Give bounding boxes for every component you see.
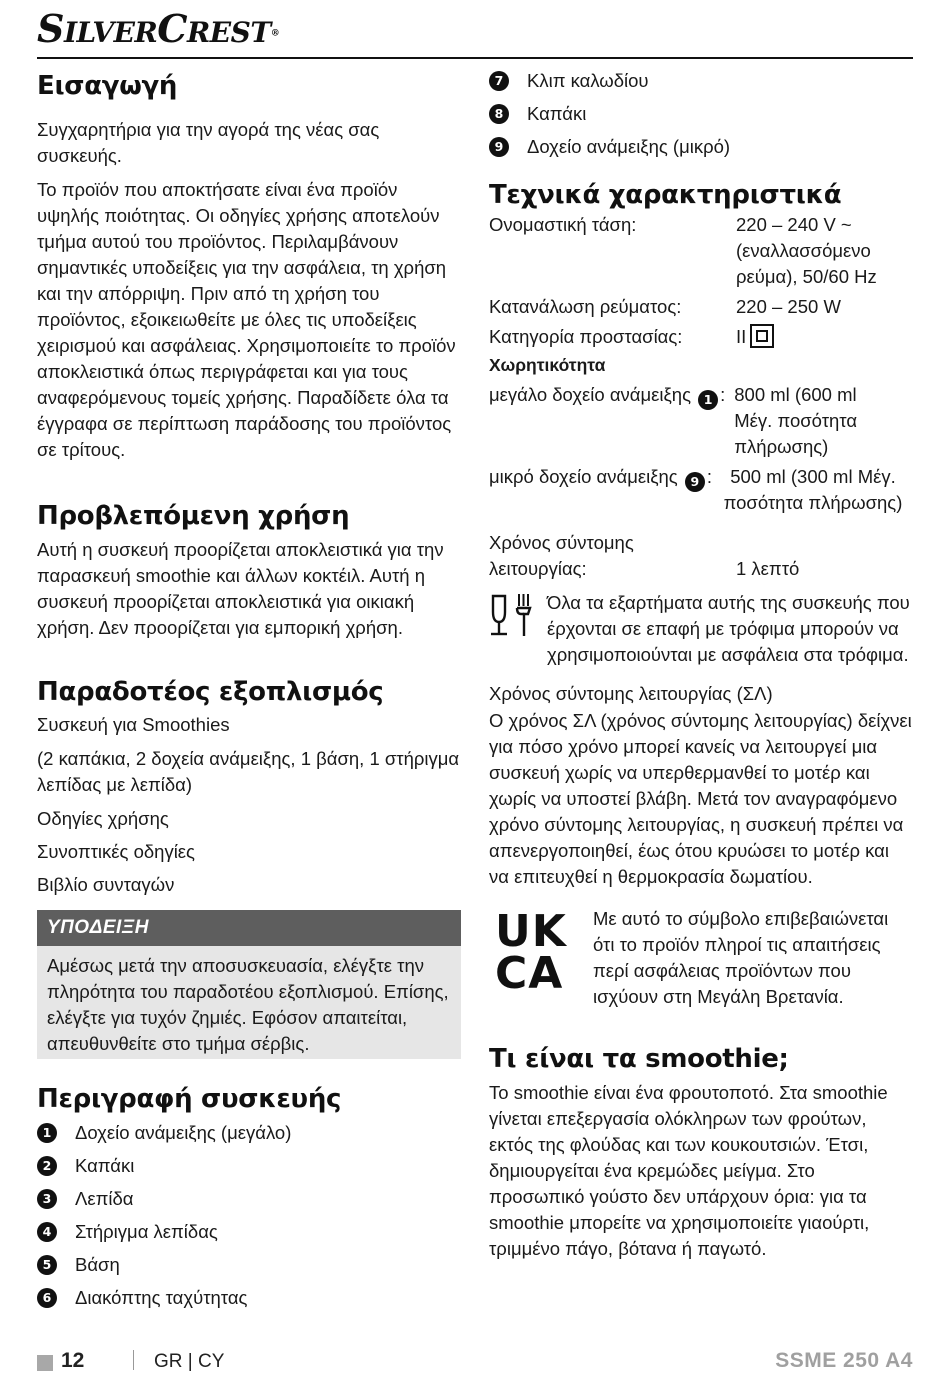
list-item: 3 Λεπίδα bbox=[37, 1186, 461, 1212]
intro-heading: Εισαγωγή bbox=[37, 71, 178, 101]
table-row bbox=[489, 320, 913, 350]
list-item: 1 Δοχείο ανάμειξης (μεγάλο) bbox=[37, 1120, 461, 1146]
hint-box bbox=[37, 910, 461, 1059]
ukca-text: Με αυτό το σύμβολο επιβεβαιώνεται ότι το προϊόν πληροί τις απαιτήσεις περί ασφάλειας προϊόντων που ισχύουν στη Μεγάλη Βρετανία. bbox=[593, 908, 889, 1007]
list-item: 7 Κλιπ καλωδίου bbox=[489, 68, 913, 94]
scope-item: Συνοπτικές οδηγίες bbox=[37, 841, 195, 862]
capacity-heading: Χωρητικότητα bbox=[489, 355, 606, 375]
spec-value: II bbox=[736, 320, 913, 350]
spec-label: Ονομαστική τάση: bbox=[489, 214, 637, 235]
protection-class-icon bbox=[750, 324, 774, 348]
scope-item: Βιβλίο συνταγών bbox=[37, 874, 175, 895]
spec-value: 220 – 250 W bbox=[736, 296, 841, 317]
runtime-subheading: Χρόνος σύντομης λειτουργίας (ΣΛ) bbox=[489, 683, 773, 704]
spec-value: 220 – 240 V ~ (εναλλασσόμενο ρεύμα), 50/60 Hz bbox=[736, 214, 877, 287]
language-codes: GR | CY bbox=[133, 1350, 224, 1373]
scope-item: Οδηγίες χρήσης bbox=[37, 808, 169, 829]
page-number: 12 bbox=[61, 1349, 85, 1372]
parts-heading: Περιγραφή συσκευής bbox=[37, 1084, 342, 1114]
number-badge: 3 bbox=[37, 1189, 57, 1209]
number-badge: 9 bbox=[685, 472, 705, 492]
number-badge: 9 bbox=[489, 137, 509, 157]
list-item: 5 Βάση bbox=[37, 1252, 461, 1278]
page-footer bbox=[37, 1349, 913, 1375]
ukca-mark-icon: UK CA bbox=[495, 906, 567, 999]
runtime-label: Χρόνος σύντομης λειτουργίας: bbox=[489, 532, 634, 579]
ukca-block bbox=[489, 906, 913, 1010]
smoothie-paragraph: Το smoothie είναι ένα φρουτοποτό. Στα smoothie γίνεται επεξεργασία ολόκληρων των φρούτων, εκτός της φλούδας και των κουκουτσιών. Έτσι, δημιουργείται ένα κρεμώδες μείγμα. Στο προσωπικό γούστο δεν υπάρχουν όρια: για τα smoothie μπορείτε να χρησιμοποιείτε γιαούρτι, τριμμένο πάγο, βότανα ή παγωτό. bbox=[489, 1082, 888, 1259]
intro-paragraph-2: Το προϊόν που αποκτήσατε είναι ένα προϊόν υψηλής ποιότητας. Οι οδηγίες χρήσης αποτελούν τμήμα αυτού του προϊόντος. Περιλαμβάνουν σημαντικές υποδείξεις για την ασφάλεια, τη χρήση και την απόρριψη. Πριν από τη χρήση του προϊόντος, εξοικειωθείτε με όλες τις υποδείξεις χειρισμού και ασφάλειας. Χρησιμοποιείτε το προϊόν αποκλειστικά όπως περιγράφεται και για τους αναφερόμενους τομείς χρήσης. Παραδίδετε όλα τα έγγραφα σε περίπτωση παράδοσης του προϊόντος σε τρίτους. bbox=[37, 179, 456, 460]
food-safe-icon bbox=[489, 590, 547, 668]
number-badge: 2 bbox=[37, 1156, 57, 1176]
smoothie-heading: Τι είναι τα smoothie; bbox=[489, 1044, 789, 1074]
number-badge: 7 bbox=[489, 71, 509, 91]
capacity-small: μικρό δοχείο ανάμειξης 9 : 500 ml (300 ml Μέγ. ποσότητα πλήρωσης) bbox=[489, 464, 913, 516]
number-badge: 1 bbox=[37, 1123, 57, 1143]
table-row bbox=[489, 290, 913, 320]
number-badge: 1 bbox=[698, 390, 718, 410]
number-badge: 8 bbox=[489, 104, 509, 124]
food-safe-block bbox=[489, 590, 913, 668]
number-badge: 4 bbox=[37, 1222, 57, 1242]
scope-item: Συσκευή για Smoothies bbox=[37, 714, 230, 735]
right-column bbox=[489, 62, 913, 1262]
model-number: SSME 250 A4 bbox=[775, 1349, 913, 1372]
brand-logo: SILVERCREST® bbox=[37, 6, 280, 51]
scope-heading: Παραδοτέος εξοπλισμός bbox=[37, 677, 384, 707]
list-item: 8 Καπάκι bbox=[489, 101, 913, 127]
list-item: 2 Καπάκι bbox=[37, 1153, 461, 1179]
parts-list-continued bbox=[489, 68, 913, 160]
tech-heading: Τεχνικά χαρακτηριστικά bbox=[489, 180, 842, 210]
capacity-small-value: 500 ml (300 ml Μέγ. ποσότητα πλήρωσης) bbox=[723, 466, 903, 513]
header-rule bbox=[37, 57, 913, 59]
table-row bbox=[489, 212, 913, 290]
page-marker-icon bbox=[37, 1355, 53, 1371]
hint-title: ΥΠΟΔΕΙΞΗ bbox=[37, 910, 461, 946]
list-item: 9 Δοχείο ανάμειξης (μικρό) bbox=[489, 134, 913, 160]
left-column bbox=[37, 62, 461, 1318]
intended-use-heading: Προβλεπόμενη χρήση bbox=[37, 501, 350, 531]
intro-paragraph-1: Συγχαρητήρια για την αγορά της νέας σας συσκευής. bbox=[37, 119, 380, 166]
number-badge: 6 bbox=[37, 1288, 57, 1308]
hint-text: Αμέσως μετά την αποσυσκευασία, ελέγξτε την πληρότητα του παραδοτέου εξοπλισμού. Επίσης, ελέγξτε για τυχόν ζημιές. Εφόσον απαιτείται, απευθυνθείτε στο τμήμα σέρβις. bbox=[37, 946, 461, 1059]
runtime-row bbox=[489, 530, 913, 582]
capacity-large-value: 800 ml (600 ml Μέγ. ποσότητα πλήρωσης) bbox=[734, 384, 858, 457]
spec-label: Κατανάλωση ρεύματος: bbox=[489, 296, 682, 317]
intended-use-paragraph: Αυτή η συσκευή προορίζεται αποκλειστικά για την παρασκευή smoothie και άλλων κοκτέιλ. Αυτή η συσκευή προορίζεται αποκλειστικά για οικιακή χρήση. Δεν προορίζεται για εμπορική χρήση. bbox=[37, 539, 444, 638]
capacity-large: μεγάλο δοχείο ανάμειξης 1 : 800 ml (600 ml Μέγ. ποσότητα πλήρωσης) bbox=[489, 382, 913, 460]
number-badge: 5 bbox=[37, 1255, 57, 1275]
runtime-paragraph: Ο χρόνος ΣΛ (χρόνος σύντομης λειτουργίας) δείχνει για πόσο χρόνο μπορεί κανείς να λειτουργεί μια συσκευή χωρίς να υπερθερμανθεί το μοτέρ και χωρίς να υποστεί βλάβη. Μετά τον αναγραφόμενο χρόνο σύντομης λειτουργίας, η συσκευή πρέπει να απενεργοποιηθεί, έως ότου κρυώσει το μοτέρ και να επιτευχθεί η θερμοκρασία δωματίου. bbox=[489, 710, 912, 887]
runtime-value: 1 λεπτό bbox=[736, 558, 800, 579]
specs-table bbox=[489, 212, 913, 350]
parts-list bbox=[37, 1120, 461, 1311]
food-safe-text: Όλα τα εξαρτήματα αυτής της συσκευής που έρχονται σε επαφή με τρόφιμα μπορούν να χρησιμοποιούνται με ασφάλεια στα τρόφιμα. bbox=[547, 592, 910, 665]
list-item: 6 Διακόπτης ταχύτητας bbox=[37, 1285, 461, 1311]
list-item: 4 Στήριγμα λεπίδας bbox=[37, 1219, 461, 1245]
scope-item: (2 καπάκια, 2 δοχεία ανάμειξης, 1 βάση, 1 στήριγμα λεπίδας με λεπίδα) bbox=[37, 748, 460, 795]
spec-label: Κατηγορία προστασίας: bbox=[489, 326, 683, 347]
